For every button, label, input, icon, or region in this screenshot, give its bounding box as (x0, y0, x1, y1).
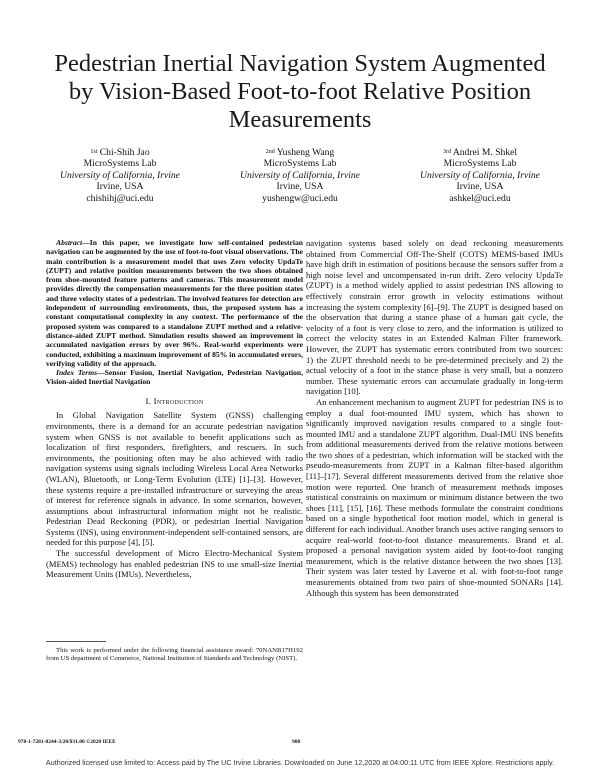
author-name: $^{1st}$ Chi-Shih Jao (90, 147, 150, 158)
index-terms: Index Terms—Sensor Fusion, Inertial Navigation, Pedestrian Navigation, Vision-aided Inertial Navigation (46, 368, 304, 387)
left-column (46, 238, 303, 580)
footnote: This work is performed under the following financial assistance award: 70NANB17H192 from US department of Commerce, National Institution of Standards and Technology (NIST). (46, 647, 303, 663)
author-affiliation: University of California, Irvine (420, 169, 540, 181)
footnote-divider (46, 641, 106, 642)
author-location: Irvine, USA (276, 181, 324, 193)
author-affiliation: University of California, Irvine (240, 169, 360, 181)
author-lab: MicroSystems Lab (443, 158, 517, 170)
page-number: 900 (292, 739, 301, 745)
author-email: ashkel@uci.edu (449, 192, 511, 204)
right-column (306, 238, 563, 598)
abstract: Abstract—In this paper, we investigate how self-contained pedestrian navigation can be augmented by the use of foot-to-foot visual observations. The main contribution is a measurement model that uses Zero velocity UpdaTe (ZUPT) and relative position measurements between the two shoes obtained from shoe-mounted feature patterns and cameras. This measurement model provides directly the compensation measurements for the three position states and three velocity states of a pedestrian. The involved features for detection are independent of surrounding environments, thus, the proposed system has a constant computational complexity in any context. The performance of the proposed system was compared to a standalone ZUPT method and a relative-distance-aided ZUPT method. Simulation results showed an improvement in accumulated navigation errors by over 96%. Real-world experiments were conducted, exhibiting a maximum improvement of 85% in accumulated errors, verifying validity of the approach. (46, 238, 303, 368)
section-heading-introduction: I. Introduction (145, 395, 204, 406)
body-paragraph: An enhancement mechanism to augment ZUPT for pedestrian INS is to employ a dual foot-mounted IMU system, which has shown to significantly improved navigation results compared to a single foot-mounted IMU and a standalone ZUPT algorithm. Dual-IMU INS benefits from additional measurements derived from the relative motions between the two shoes of a pedestrian, which information will be stacked with the pseudo-measurements from ZUPT in a Kalman filter-based algorithm [11]–[17]. Several different measurements derived from the relative shoe motion were reported. One branch of measurement methods imposes statistical constraints on maximum or minimum distance between the two shoes [11], [15], [16]. These methods formulate the constraint conditions based on a single hypothetical foot motion model, which in general is different for each individual. Another branch uses active ranging sensors to acquire real-world foot-to-foot distance measurements. Brand et al. proposed a personal navigation system aided by foot-to-foot ranging measurement, which is the relative distance between the two shoes [13]. Their system was later tested by Laverne et al. with foot-to-foot range measurements obtained from two pairs of shoe-mounted SONARs [14]. Although this system has been demonstrated (306, 396, 563, 598)
author-email: yushengw@uci.edu (262, 192, 338, 204)
abstract-label: Abstract (56, 238, 83, 247)
copyright-footer: 978-1-7281-0244-3/20/$31.00 ©2020 IEEE (18, 739, 116, 745)
body-paragraph: In Global Navigation Satellite System (GNSS) challenging environments, there is a demand for an accurate pedestrian navigation system when GNSS is not available to benefit applications such as localization of first responders, firefighters, and rescuers. In such environments, the positioning often may be also achieved with radio navigation systems using signals including Wireless Local Area Networks (WLAN), Bluetooth, or Long-Term Evolution (LTE) [1]–[3]. However, these systems require a pre-installed infrastructure or surveying the areas of interest for reference signals in advance. In some scenarios, however, assumptions about infrastructural information might not be realistic. Pedestrian Dead Reckoning (PDR), or pedestrian Inertial Navigation Systems (INS), using environment-independent self-contained sensors, are needed for this purpose [4], [5]. (46, 410, 303, 548)
author-2 (210, 147, 390, 204)
author-location: Irvine, USA (96, 181, 144, 193)
author-name: $^{2nd}$ Yusheng Wang (265, 147, 335, 158)
index-terms-label: Index Terms (56, 368, 98, 378)
author-3 (390, 147, 570, 204)
author-1 (30, 147, 210, 204)
author-email: chishihj@uci.edu (86, 192, 154, 204)
author-name: $^{3rd}$ Andrei M. Shkel (442, 147, 518, 158)
paper-title: Pedestrian Inertial Navigation System Augmented by Vision-Based Foot-to-foot Relative Position Measurements (54, 50, 546, 133)
license-notice: Authorized licensed use limited to: Access paid by The UC Irvine Libraries. Downloaded on June 12,2020 at 04:00:11 UTC from IEEE Xplore. Restrictions apply. (45, 758, 555, 767)
body-paragraph: navigation systems based solely on dead reckoning measurements obtained from Commercial Off-The-Shelf (COTS) MEMS-based IMUs have high drift in estimation of positions because the sensors suffer from a high noise level and uncompensated in-run drift. Zero velocity UpdaTe (ZUPT) is a method widely applied to assist pedestrian INS allowing to effectively constrain error growth in velocity estimations without increasing the system complexity [6]–[9]. The ZUPT is designed based on the observation that during a stance phase of a human gait cycle, the velocity of a foot is very close to zero, and the information is utilized to correct the velocity states in an Extended Kalman Filter framework. However, the ZUPT has systematic errors contributed from two sources: 1) the ZUPT threshold needs to be pre-determined precisely and 2) the actual velocity of a foot in the stance phase is very small, but a nonzero number. These systematic errors can accumulate gradually in long-term navigation [10]. (306, 238, 563, 397)
author-lab: MicroSystems Lab (83, 158, 157, 170)
author-location: Irvine, USA (456, 181, 504, 193)
author-lab: MicroSystems Lab (263, 158, 337, 170)
body-paragraph: The successful development of Micro Electro-Mechanical System (MEMS) technology has enabled pedestrian INS to use small-size Inertial Measurement Units (IMUs). Nevertheless, (46, 548, 303, 580)
author-affiliation: University of California, Irvine (60, 169, 180, 181)
author-block (30, 147, 570, 204)
